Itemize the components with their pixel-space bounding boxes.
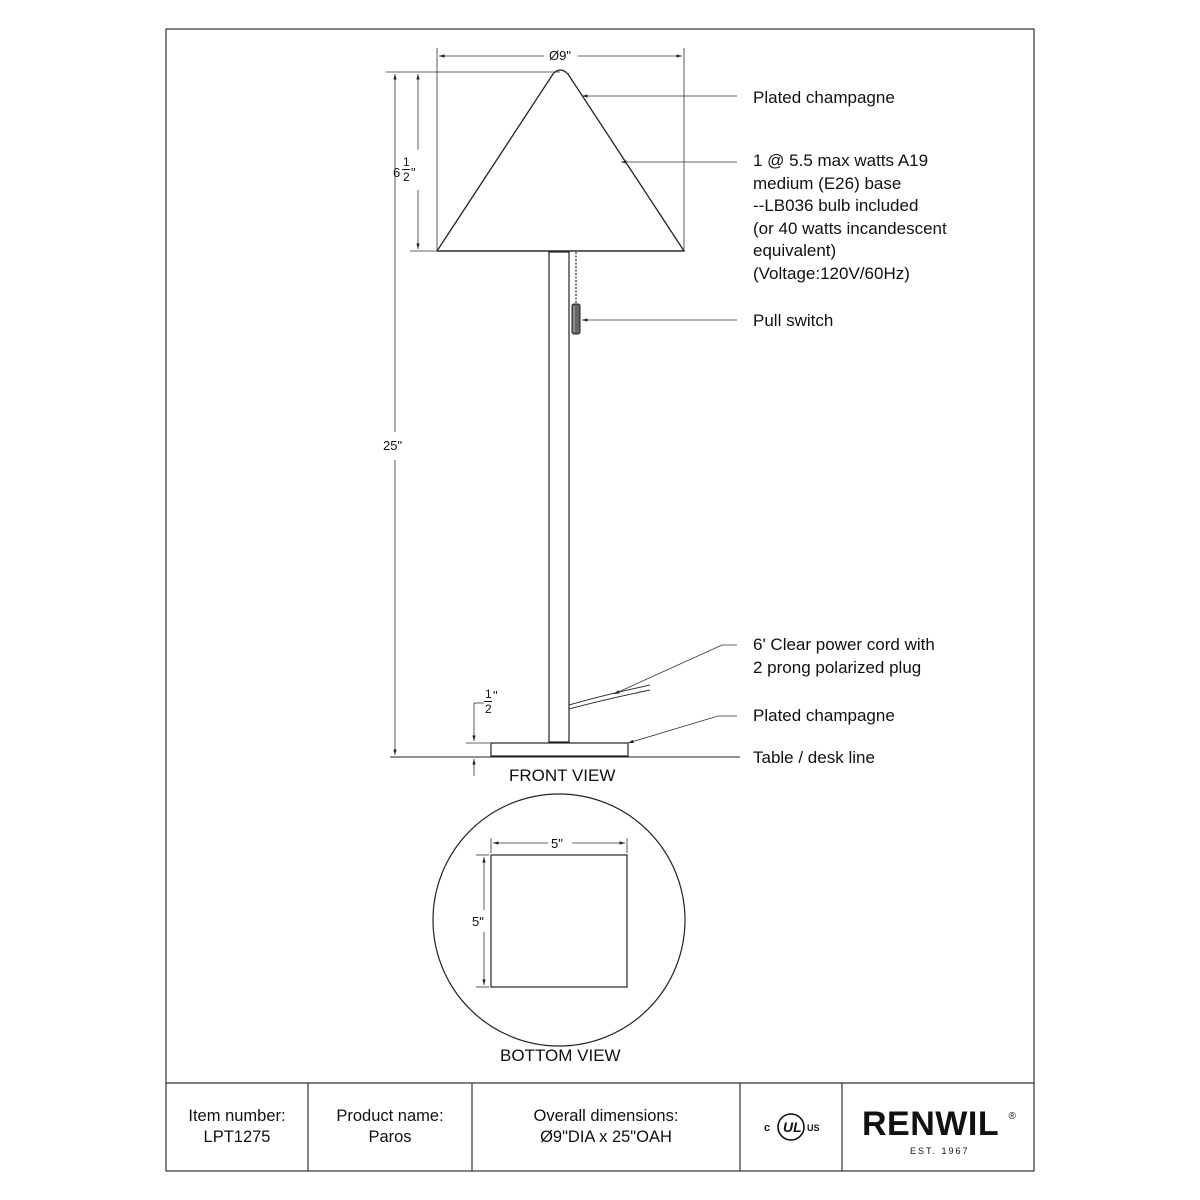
- base-thickness-unit: ": [493, 688, 498, 703]
- base-thickness-numerator: 1: [485, 687, 492, 701]
- cord-note: [753, 634, 935, 679]
- overall-dimensions-label: Overall dimensions:: [533, 1107, 679, 1125]
- leader-base-finish: [628, 716, 737, 743]
- bulb-note-line: (Voltage:120V/60Hz): [753, 263, 910, 283]
- power-cord: [569, 685, 650, 705]
- shade-height-denominator: 2: [403, 170, 410, 184]
- shade-height-whole: 6: [393, 165, 401, 180]
- bottom-view-base-square: [491, 855, 627, 987]
- product-name-cell: [308, 1106, 472, 1148]
- overall-height-label: 25": [383, 438, 403, 453]
- power-cord-2: [569, 690, 650, 709]
- lamp-base: [491, 743, 628, 756]
- overall-dimensions-cell: [472, 1106, 740, 1148]
- front-view-label: FRONT VIEW: [509, 766, 616, 785]
- bulb-note-line: medium (E26) base: [753, 173, 902, 193]
- base-thickness-denominator: 2: [485, 702, 492, 716]
- bulb-note-line: equivalent): [753, 241, 837, 260]
- base-finish-note: Plated champagne: [753, 706, 895, 725]
- bottom-view-label: BOTTOM VIEW: [500, 1046, 621, 1065]
- brand-established: EST. 1967: [910, 1146, 970, 1156]
- lamp-shade: [437, 70, 684, 251]
- product-name-label: Product name:: [336, 1107, 444, 1125]
- product-name-value: Paros: [368, 1128, 412, 1146]
- switch-note: Pull switch: [753, 311, 834, 330]
- item-number-label: Item number:: [188, 1107, 286, 1125]
- leader-cord: [614, 645, 737, 694]
- item-number-value: LPT1275: [203, 1128, 271, 1146]
- pull-switch-knob: [572, 304, 580, 334]
- shade-diameter-label: Ø9": [549, 48, 571, 63]
- bulb-note: [753, 150, 947, 285]
- bulb-note-line: (or 40 watts incandescent: [753, 218, 947, 238]
- table-line-note: Table / desk line: [753, 748, 875, 767]
- item-number-cell: [166, 1106, 308, 1148]
- brand-logo-text: RENWIL: [862, 1105, 999, 1143]
- bottom-width-label: 5": [551, 836, 563, 851]
- bulb-note-line: 1 @ 5.5 max watts A19: [753, 151, 929, 170]
- ul-mark-c: c: [764, 1122, 771, 1134]
- ul-mark-ul: UL: [783, 1119, 802, 1135]
- shade-height-numerator: 1: [403, 155, 410, 169]
- cord-note-line: 2 prong polarized plug: [753, 657, 922, 677]
- brand-logo: [862, 1105, 1016, 1144]
- ul-certification-icon: [764, 1116, 824, 1140]
- lamp-stem: [549, 252, 569, 742]
- overall-dimensions-value: Ø9"DIA x 25"OAH: [540, 1128, 672, 1146]
- cord-note-line: 6' Clear power cord with: [753, 635, 935, 654]
- brand-registered-mark: ®: [1008, 1111, 1017, 1122]
- shade-finish-note: Plated champagne: [753, 88, 895, 107]
- bottom-depth-label: 5": [472, 914, 484, 929]
- shade-height-unit: ": [411, 165, 416, 180]
- ul-mark-us: US: [807, 1123, 820, 1133]
- bulb-note-line: --LB036 bulb included: [753, 196, 919, 215]
